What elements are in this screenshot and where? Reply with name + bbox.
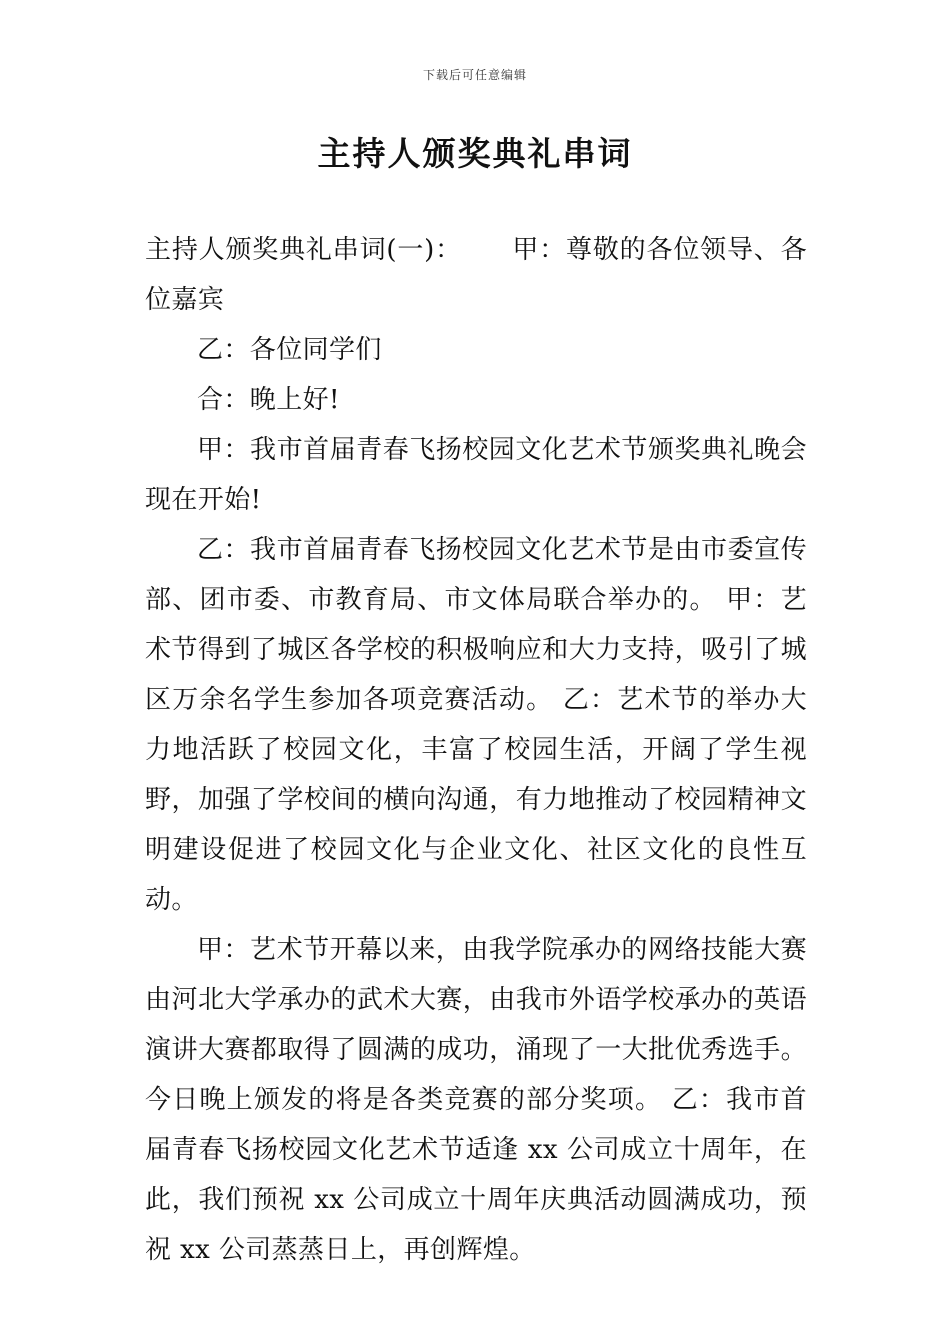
document-body (145, 225, 807, 1275)
paragraph: 甲：艺术节开幕以来，由我学院承办的网络技能大赛由河北大学承办的武术大赛，由我市外语学校承办的英语演讲大赛都取得了圆满的成功，涌现了一大批优秀选手。今日晚上颁发的将是各类竞赛的部分奖项。 乙：我市首届青春飞扬校园文化艺术节适逢 xx 公司成立十周年，在此，我们预祝 xx 公司成立十周年庆典活动圆满成功，预祝 xx 公司蒸蒸日上，再创辉煌。 (145, 935, 807, 1265)
document-title: 主持人颁奖典礼串词 (317, 134, 633, 173)
header-note: 下载后可任意编辑 (422, 68, 527, 82)
paragraph: 乙：各位同学们 (197, 335, 382, 365)
paragraph-opening (145, 225, 807, 325)
opening-line: 甲：尊敬的各位领导、各位嘉宾 (145, 235, 807, 315)
paragraph: 合：晚上好! (197, 385, 340, 415)
section-heading: 主持人颁奖典礼串词(一)： (145, 235, 462, 265)
paragraph: 乙：我市首届青春飞扬校园文化艺术节是由市委宣传部、团市委、市教育局、市文体局联合举办的。 甲：艺术节得到了城区各学校的积极响应和大力支持，吸引了城区万余名学生参加各项竞赛活动。 乙：艺术节的举办大力地活跃了校园文化，丰富了校园生活，开阔了学生视野，加强了学校间的横向沟通，有力地推动了校园精神文明建设促进了校园文化与企业文化、社区文化的良性互动。 (145, 535, 807, 915)
paragraph: 甲：我市首届青春飞扬校园文化艺术节颁奖典礼晚会现在开始! (145, 435, 807, 515)
